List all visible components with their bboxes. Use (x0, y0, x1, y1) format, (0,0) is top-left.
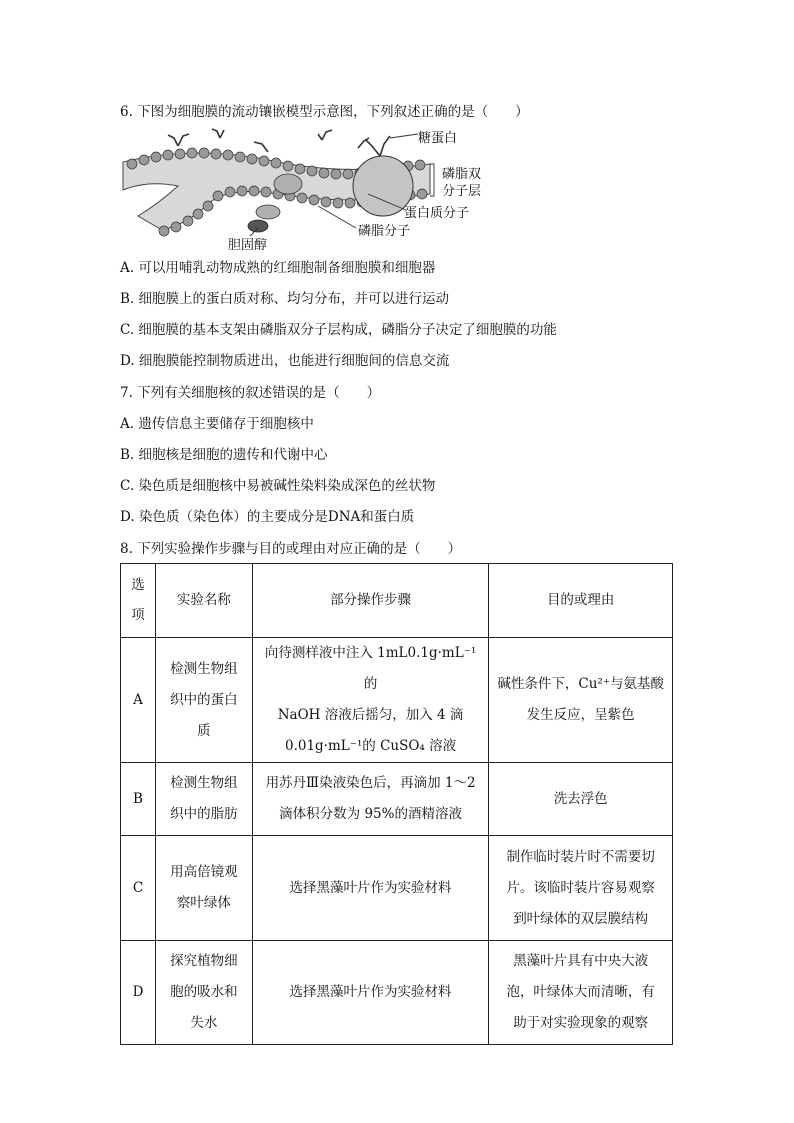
header-experiment: 实验名称 (155, 564, 252, 638)
row-c-option: C (121, 836, 156, 941)
glycoprotein-chain-icon (366, 136, 390, 156)
q8-table (120, 563, 673, 1045)
row-c-steps: 选择黑藻叶片作为实验材料 (252, 836, 489, 941)
header-steps: 部分操作步骤 (252, 564, 489, 638)
q6-option-b: B. 细胞膜上的蛋白质对称、均匀分布，并可以进行运动 (120, 291, 450, 307)
q7-stem: 7. 下列有关细胞核的叙述错误的是（ ） (120, 385, 381, 401)
glycolipid-chains-icon (168, 129, 369, 152)
row-a-purpose: 碱性条件下，Cu²⁺与氨基酸 发生反应，呈紫色 (489, 638, 673, 763)
q7-option-c: C. 染色质是细胞核中易被碱性染料染成深色的丝状物 (120, 478, 436, 494)
q7-option-b: B. 细胞核是细胞的遗传和代谢中心 (120, 447, 328, 463)
label-cholesterol: 胆固醇 (228, 238, 268, 253)
row-b-experiment: 检测生物组 织中的脂肪 (155, 763, 252, 836)
label-bilayer-2: 分子层 (442, 184, 482, 199)
row-c-experiment: 用高倍镜观 察叶绿体 (155, 836, 252, 941)
q6-option-d: D. 细胞膜能控制物质进出，也能进行细胞间的信息交流 (120, 353, 450, 369)
table-row (121, 941, 673, 1045)
row-a-experiment: 检测生物组 织中的蛋白 质 (155, 638, 252, 763)
row-b-steps: 用苏丹Ⅲ染液染色后，再滴加 1～2 滴体积分数为 95%的酒精溶液 (252, 763, 489, 836)
row-a-steps: 向待测样液中注入 1mL0.1g·mL⁻¹的 NaOH 溶液后摇匀，加入 4 滴 0.01g·mL⁻¹的 CuSO₄ 溶液 (252, 638, 489, 763)
q6-option-a: A. 可以用哺乳动物成熟的红细胞制备细胞膜和细胞器 (120, 260, 436, 276)
label-phospholipid: 磷脂分子 (358, 224, 411, 239)
label-protein: 蛋白质分子 (404, 206, 470, 221)
q7-option-d: D. 染色质（染色体）的主要成分是DNA和蛋白质 (120, 509, 415, 525)
header-purpose: 目的或理由 (489, 564, 673, 638)
label-glycoprotein: 糖蛋白 (418, 131, 458, 146)
table-row (121, 836, 673, 941)
row-d-purpose: 黑藻叶片具有中央大液 泡，叶绿体大而清晰，有 助于对实验现象的观察 (489, 941, 673, 1045)
row-d-experiment: 探究植物细 胞的吸水和 失水 (155, 941, 252, 1045)
q6-stem: 6. 下图为细胞膜的流动镶嵌模型示意图，下列叙述正确的是（ ） (120, 104, 529, 120)
row-b-purpose: 洗去浮色 (489, 763, 673, 836)
q6-option-c: C. 细胞膜的基本支架由磷脂双分子层构成，磷脂分子决定了细胞膜的功能 (120, 322, 557, 338)
row-d-steps: 选择黑藻叶片作为实验材料 (252, 941, 489, 1045)
label-bilayer-1: 磷脂双 (442, 167, 482, 182)
row-d-option: D (121, 941, 156, 1045)
table-row (121, 763, 673, 836)
table-header-row (121, 564, 673, 638)
q7-option-a: A. 遗传信息主要储存于细胞核中 (120, 416, 314, 432)
header-option: 选 项 (121, 564, 156, 638)
row-b-option: B (121, 763, 156, 836)
table-row (121, 638, 673, 763)
q8-stem: 8. 下列实验操作步骤与目的或理由对应正确的是（ ） (120, 541, 462, 557)
row-a-option: A (121, 638, 156, 763)
row-c-purpose: 制作临时装片时不需要切 片。该临时装片容易观察 到叶绿体的双层膜结构 (489, 836, 673, 941)
